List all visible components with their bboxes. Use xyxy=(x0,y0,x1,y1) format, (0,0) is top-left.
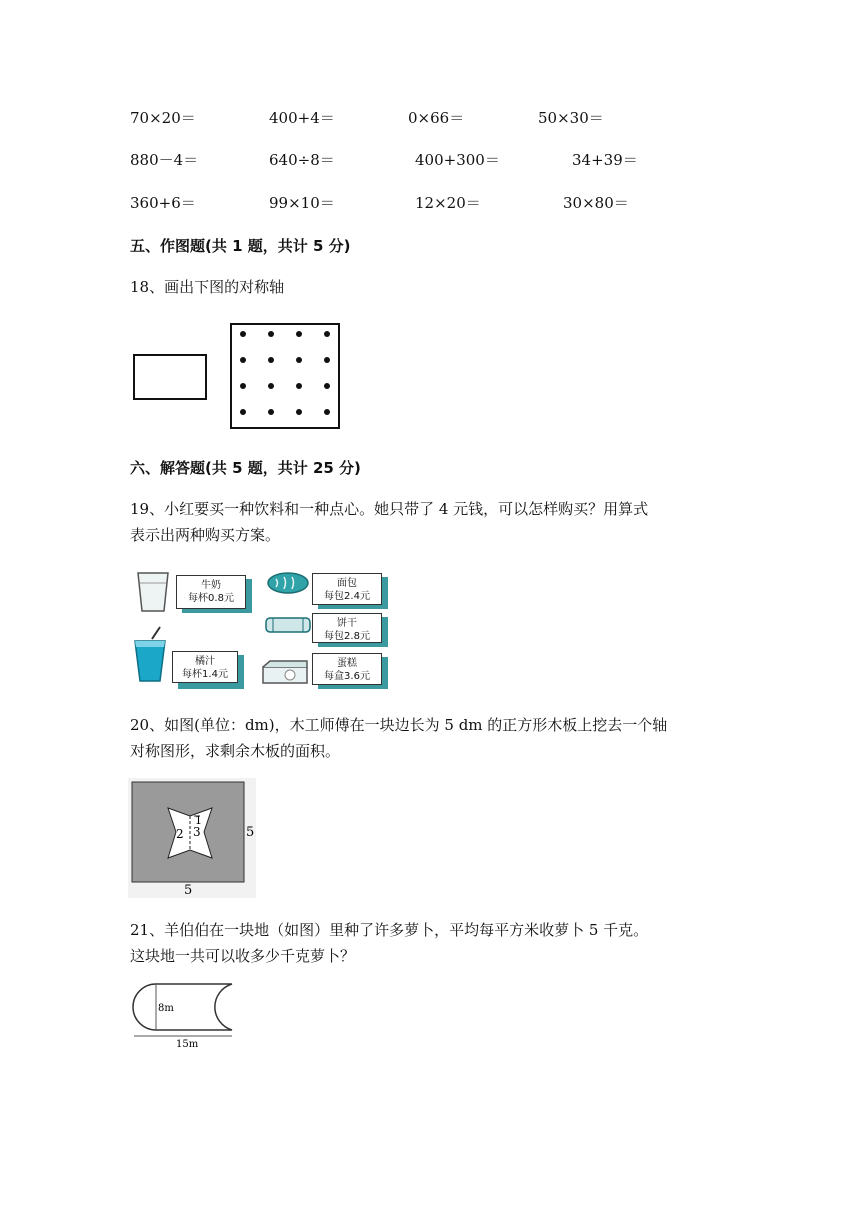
grid-dot xyxy=(296,383,302,389)
question-20-text xyxy=(130,712,667,764)
dim-label: 3 xyxy=(193,825,201,839)
juice-price-sign xyxy=(172,651,238,683)
grid-dot xyxy=(324,409,330,415)
dot-grid xyxy=(240,331,330,415)
dot-grid-square xyxy=(231,324,339,428)
item-name: 蛋糕 xyxy=(337,658,357,669)
item-price: 每盒3.6元 xyxy=(324,671,370,682)
grid-dot xyxy=(324,357,330,363)
section-six-heading: 六、解答题(共 5 题，共计 25 分) xyxy=(130,459,361,477)
item-name: 橘汁 xyxy=(195,656,215,667)
grid-dot xyxy=(240,357,246,363)
milk-price-sign xyxy=(176,575,246,609)
grid-dot xyxy=(296,409,302,415)
grid-dot xyxy=(268,383,274,389)
grid-dot xyxy=(268,357,274,363)
item-name: 面包 xyxy=(337,578,357,589)
question-21-line: 21、羊伯伯在一块地（如图）里种了许多萝卜，平均每平方米收萝卜 5 千克。 xyxy=(130,921,649,939)
grid-dot xyxy=(240,409,246,415)
board-figure xyxy=(128,778,256,898)
calc-item: 880－4＝ xyxy=(130,151,199,169)
grid-dot xyxy=(296,331,302,337)
dim-label: 1 xyxy=(195,814,202,827)
section-five-heading: 五、作图题(共 1 题，共计 5 分) xyxy=(130,237,351,255)
grid-dot xyxy=(324,383,330,389)
grid-dot xyxy=(240,383,246,389)
calc-item: 34+39＝ xyxy=(572,151,638,169)
symmetry-figures xyxy=(130,320,350,432)
biscuit-pack-icon xyxy=(264,615,312,635)
right-length-label: 5 xyxy=(246,825,255,840)
calc-item: 50×30＝ xyxy=(538,109,604,127)
grid-dot xyxy=(296,357,302,363)
calc-item: 400+300＝ xyxy=(415,151,500,169)
bottom-length-label: 5 xyxy=(184,883,193,898)
grid-dot xyxy=(240,331,246,337)
calc-item: 400+4＝ xyxy=(269,109,335,127)
shop-picture xyxy=(130,565,400,690)
bread-price-sign xyxy=(312,573,382,605)
item-price: 每包2.8元 xyxy=(324,631,370,642)
calc-item: 0×66＝ xyxy=(408,109,465,127)
item-price: 每杯0.8元 xyxy=(188,593,234,604)
question-19-line: 表示出两种购买方案。 xyxy=(130,526,281,544)
bread-icon xyxy=(266,571,310,595)
juice-cup-icon xyxy=(132,625,168,685)
item-price: 每杯1.4元 xyxy=(182,669,228,680)
question-20-line: 20、如图(单位：dm)，木工师傅在一块边长为 5 dm 的正方形木板上挖去一个轴 xyxy=(130,716,668,734)
calc-item: 12×20＝ xyxy=(415,194,481,212)
question-18-text: 18、画出下图的对称轴 xyxy=(130,278,285,296)
field-figure xyxy=(128,980,240,1050)
calc-item: 70×20＝ xyxy=(130,109,196,127)
question-19-text xyxy=(130,496,648,548)
item-price: 每包2.4元 xyxy=(324,591,370,602)
calc-item: 360+6＝ xyxy=(130,194,196,212)
question-21-line: 这块地一共可以收多少千克萝卜？ xyxy=(130,947,356,965)
calc-item: 30×80＝ xyxy=(563,194,629,212)
grid-dot xyxy=(324,331,330,337)
item-name: 饼干 xyxy=(337,618,357,629)
dim-label: 2 xyxy=(176,827,184,841)
item-name: 牛奶 xyxy=(201,580,221,591)
cake-price-sign xyxy=(312,653,382,685)
rectangle-figure xyxy=(134,355,206,399)
calc-item: 640÷8＝ xyxy=(269,151,335,169)
height-label: 8m xyxy=(158,1003,174,1014)
grid-dot xyxy=(268,331,274,337)
question-20-line: 对称图形，求剩余木板的面积。 xyxy=(130,742,341,760)
question-19-line: 19、小红要买一种饮料和一种点心。她只带了 4 元钱，可以怎样购买？用算式 xyxy=(130,500,649,518)
cake-box-icon xyxy=(260,659,310,685)
calc-item: 99×10＝ xyxy=(269,194,335,212)
milk-glass-icon xyxy=(134,569,172,615)
width-label: 15m xyxy=(176,1039,199,1050)
biscuit-price-sign xyxy=(312,613,382,643)
question-21-text xyxy=(130,917,648,969)
grid-dot xyxy=(268,409,274,415)
